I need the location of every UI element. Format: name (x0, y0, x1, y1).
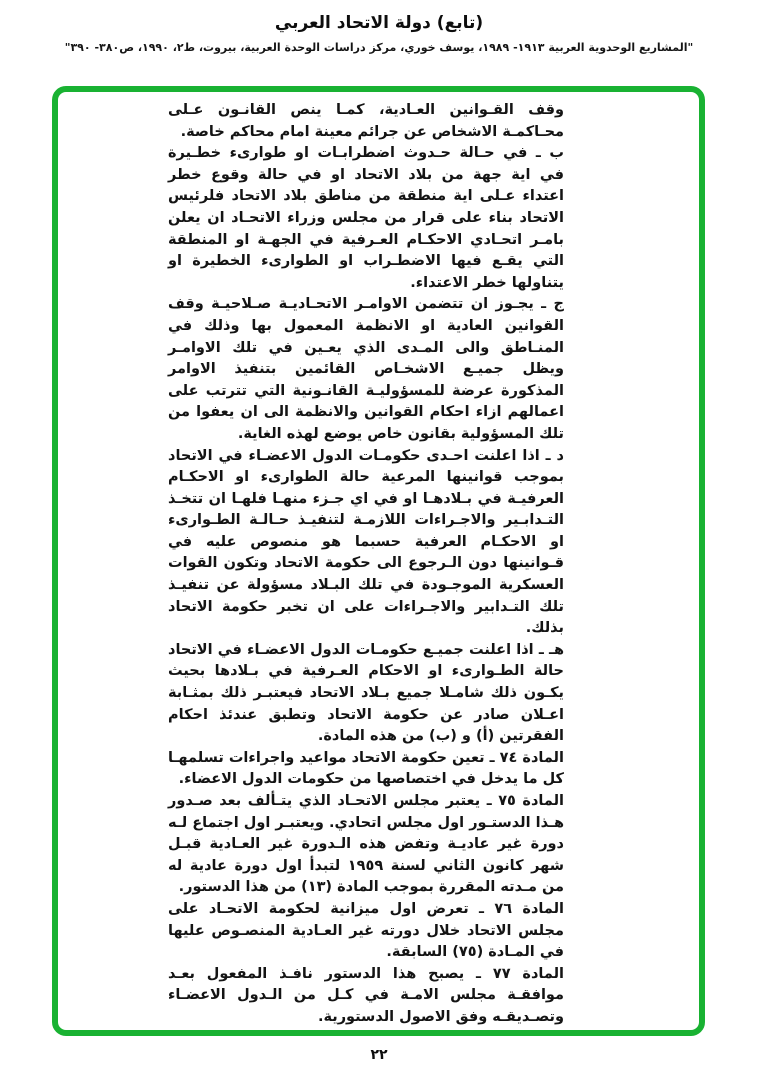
paragraph-clause-b: ب ـ في حـالة حـدوث اضطرابـات او طوارىء خطـيرة في اية جهة من بلاد الاتحاد او في حالة وقوع خطر اعتداء عـلى اية منطقة من مناطق بلاد الاتحاد فلرئيس الاتحاد بناء على قرار من مجلس وزراء الاتحـاد ان يعلن بامـر اتحـادي الاحكـام العـرفية في الجهـة او المنطقة التي يقـع فيها الاضطـراب او الطوارىء الخطيرة او يتناولها خطر الاعتداء. (168, 145, 564, 291)
paragraph-article-74: المادة ٧٤ ـ تعين حكومة الاتحاد مواعيد واجراءات تسلمهـا كل ما يدخل في اختصاصها من حكومات الدول الاعضاء. (168, 749, 564, 788)
page-header (0, 10, 758, 54)
paragraph-article-76: المادة ٧٦ ـ تعرض اول ميزانية لحكومة الاتحـاد على مجلس الاتحاد خلال دورته غير العـادية المنصـوص عليها في المـادة (٧٥) السابقة. (168, 900, 564, 961)
document-body-text (58, 92, 699, 1030)
paragraph-continuation: وقف القـوانين العـادية، كمـا ينص القانـون عـلى محـاكمـة الاشخاص عن جرائم معينة امام محاكم خاصة. (168, 102, 564, 140)
paragraph-clause-h: هـ ـ اذا اعلنت جميـع حكومـات الدول الاعضـاء في الاتحاد حالة الطـوارىء او الاحكام العـرفية في بـلادها بحيث يكـون ذلك شامـلا جميع بـلاد الاتحاد فيعتبـر ذلك بمثـابة اعـلان صادر عن حكومة الاتحاد وتطبق عندئذ احكام الفقرتين (أ) و (ب) من هذه المادة. (168, 641, 564, 745)
paragraph-article-75: المادة ٧٥ ـ يعتبر مجلس الاتحـاد الذي يتـألف بعد صـدور هـذا الدستـور اول مجلس اتحادي. ويعتبـر اول اجتماع لـه دورة غير عاديـة وتفض هذه الـدورة غير العـادية قبـل شهر كانون الثاني لسنة ١٩٥٩ لتبدأ اول دورة عادية له من مـدته المقررة بموجب المادة (١٣) من هذا الدستور. (168, 793, 564, 896)
paragraph-clause-j: ج ـ يجـوز ان تتضمن الاوامـر الاتحـاديـة صـلاحيـة وقف القوانين العادية او الانظمة المعمول بها وذلك في المنـاطق والى المـدى الذي يعـين في تلك الاوامـر ويظل جميـع الاشخـاص القائمين بتنفيذ الاوامر المذكورة عرضة للمسؤوليـة القانـونية التي تترتب على اعمالهم ازاء احكام القوانين والانظمة الى ان يعفوا من تلك المسؤولية بقانون خاص يوضع لهذه الغاية. (168, 296, 564, 442)
page-footer (0, 1044, 758, 1063)
page-title: (تابع) دولة الاتحاد العربي (274, 13, 484, 33)
paragraph-clause-d: د ـ اذا اعلنت احـدى حكومـات الدول الاعضـاء في الاتحاد بموجب قوانينها المرعية حالة الطوارىء او الاحكـام العرفيـة في بـلادهـا او في اي جـزء منهـا فلهـا ان تتخـذ التـدابـير والاجـراءات اللازمـة لتنفيـذ حـالـة الطـوارىء او الاحكـام العرفية حسبما هو منصوص عليه في قـوانينها دون الـرجوع الى حكومة الاتحاد وتكون القوات العسكرية الموجـودة في تلك البـلاد مسؤولة عن تنفيـذ تلك التـدابير والاجـراءات على ان تخبر حكومة الاتحاد بذلك. (168, 447, 564, 637)
green-border-frame (52, 86, 705, 1036)
page-number: ٢٢ (370, 1047, 388, 1063)
paragraph-article-77: المادة ٧٧ ـ يصبح هذا الدستور نافـذ المفعول بعـد موافقـة مجلس الامـة في كـل من الـدول الاعضـاء وتصـديقـه وفق الاصول الدستورية. (168, 965, 564, 1025)
citation-line: "المشاريع الوحدوية العربية ١٩١٣- ١٩٨٩، يوسف خوري، مركز دراسات الوحدة العربية، بيروت، ط٢، ١٩٩٠، ص٣٨٠- ٣٩٠" (64, 41, 694, 54)
paragraph-article-78 (168, 1029, 564, 1030)
